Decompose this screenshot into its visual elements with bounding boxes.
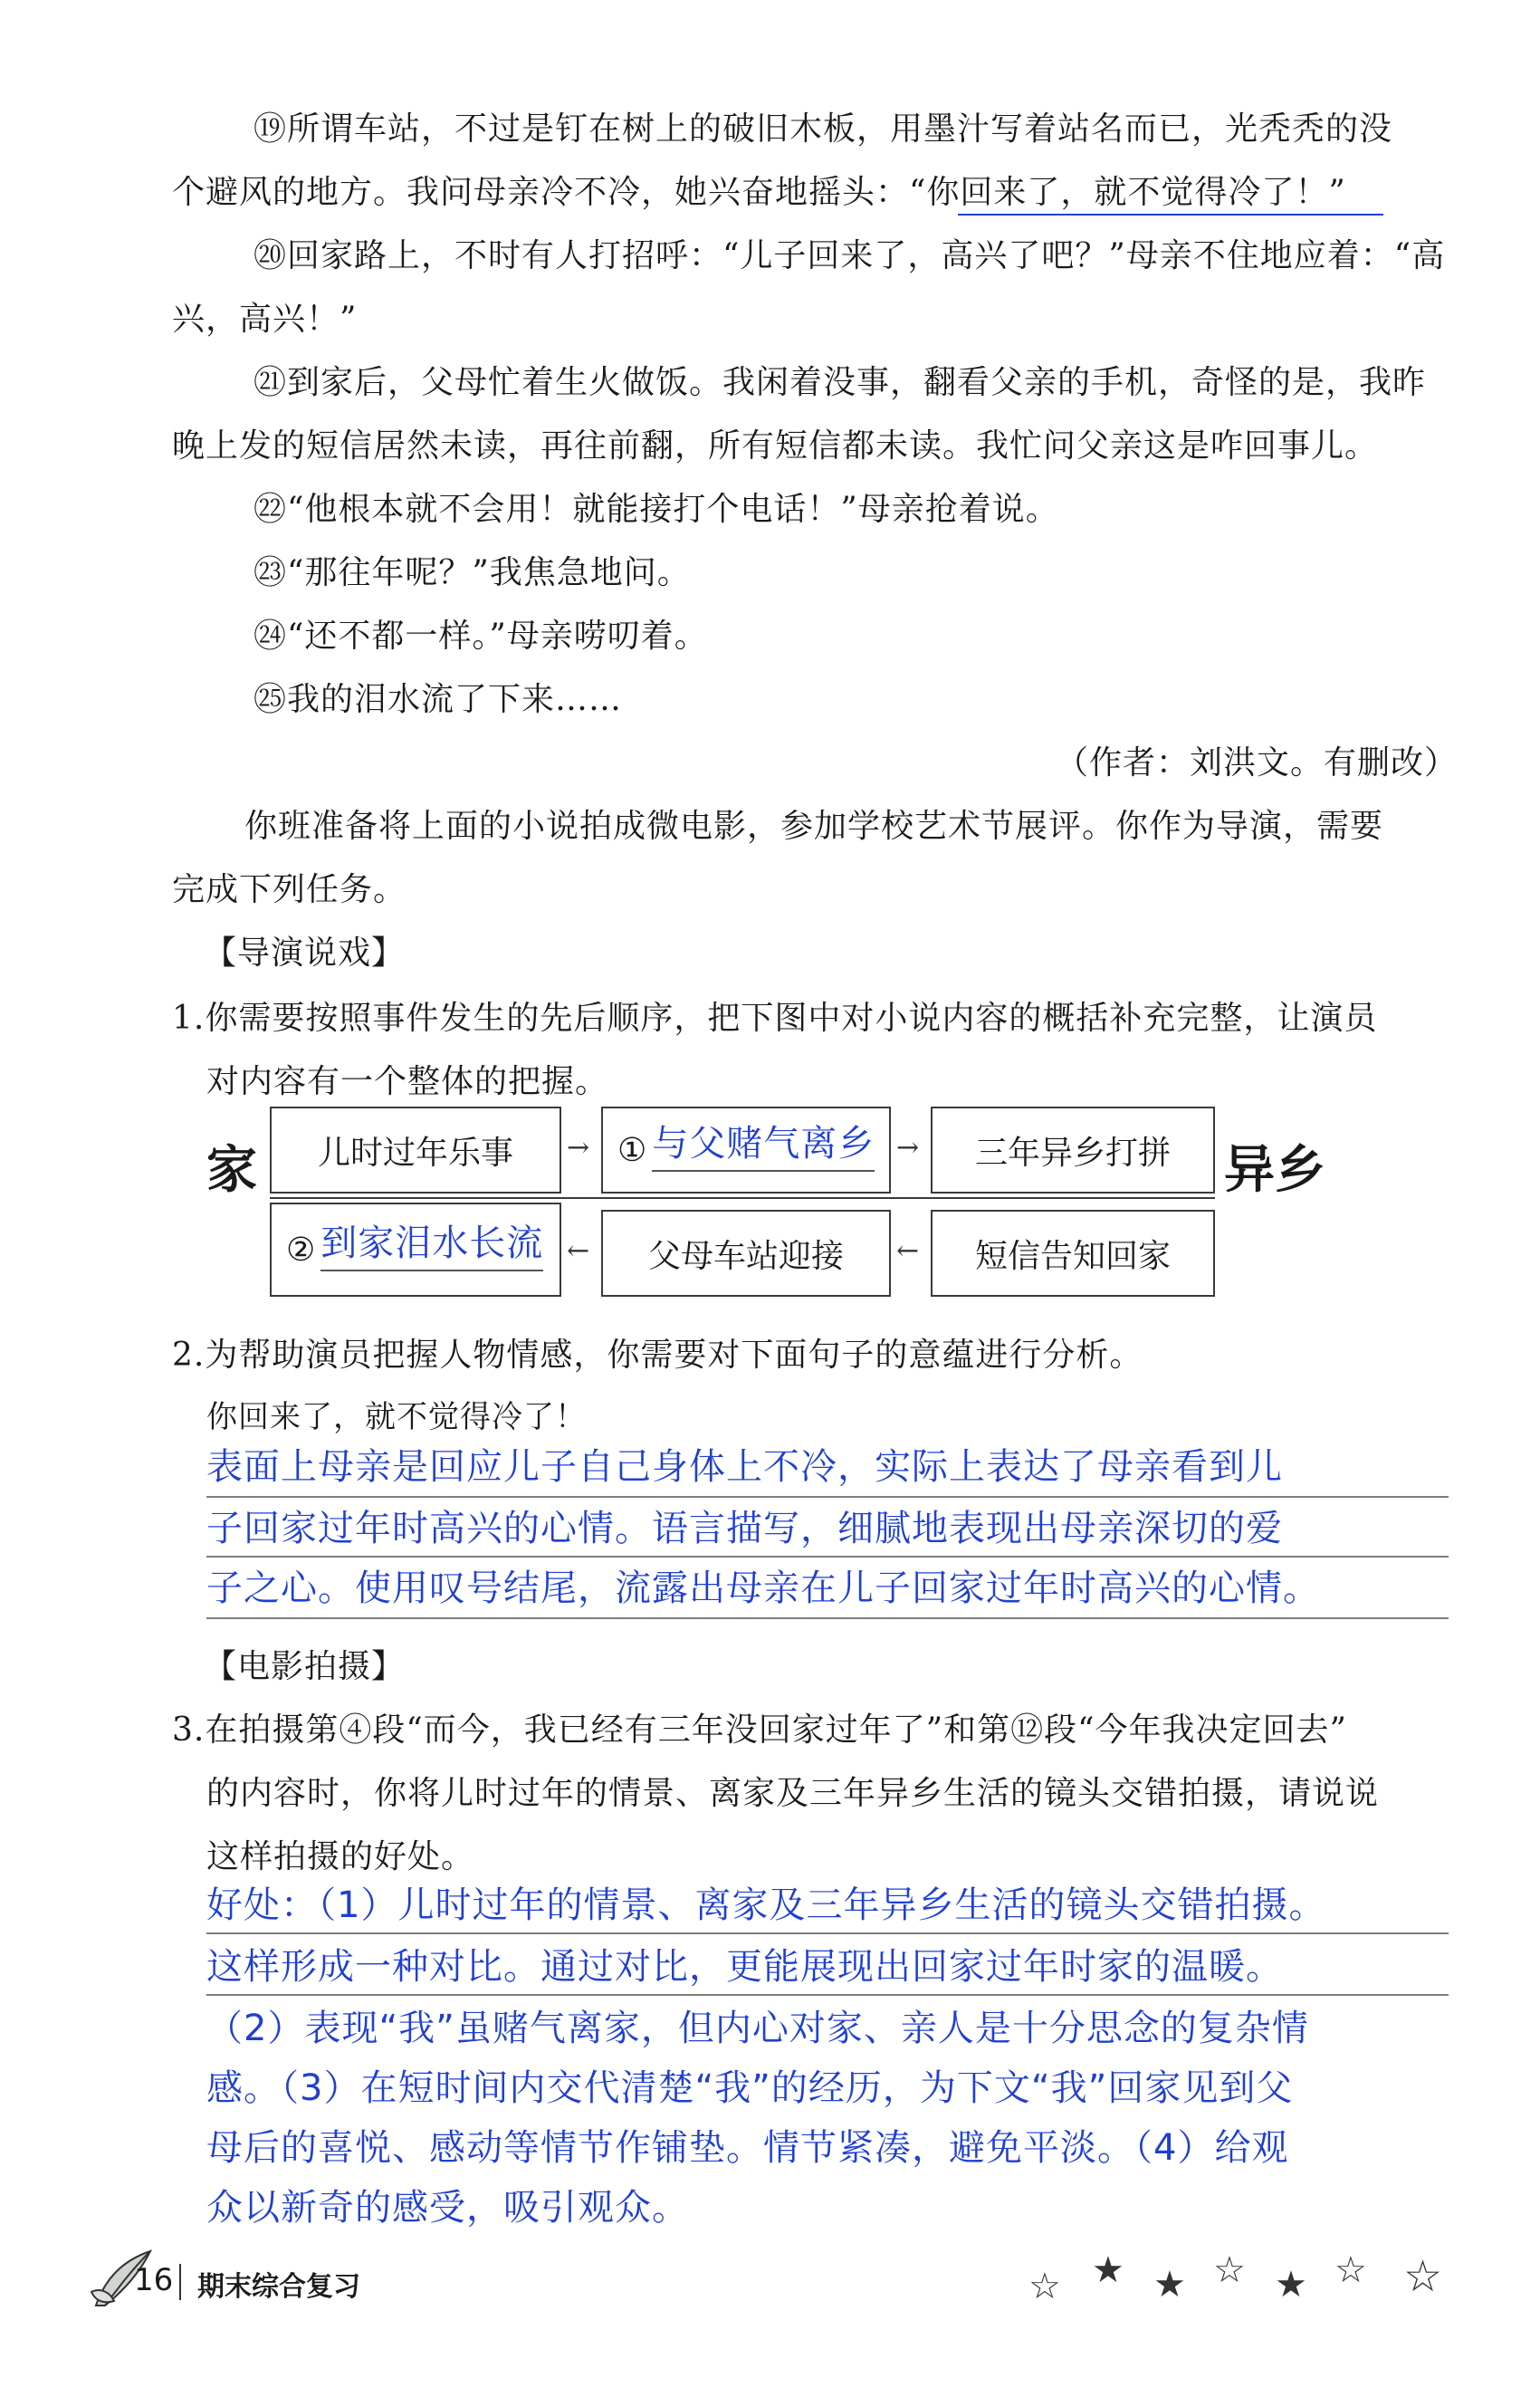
q3-answer-line6: 众以新奇的感受，吸引观众。 <box>206 2187 689 2229</box>
section-title-filming: 【电影拍摄】 <box>204 1648 406 1685</box>
q3-answer-line1: 好处：（1）儿时过年的情景、离家及三年异乡生活的镜头交错拍摄。 <box>206 1884 1326 1926</box>
answer-rule <box>206 1556 1449 1558</box>
star-filled-icon: ★ <box>1153 2264 1186 2306</box>
arrow-left-icon: ← <box>567 1235 590 1267</box>
star-filled-icon: ★ <box>1092 2249 1124 2291</box>
footer-divider <box>179 2264 181 2300</box>
section-title-director: 【导演说戏】 <box>204 935 406 972</box>
answer-1: 与父赌气离乡 <box>652 1115 875 1172</box>
passage-p24: ㉔“还不都一样。”母亲唠叨着。 <box>253 618 708 655</box>
q3-line1: 3.在拍摄第④段“而今，我已经有三年没回家过年了”和第⑫段“今年我决定回去” <box>172 1711 1347 1749</box>
intro-line1: 你班准备将上面的小说拍成微电影，参加学校艺术节展评。你作为导演，需要 <box>244 808 1384 845</box>
passage-p21-line2: 晚上发的短信居然未读，再往前翻，所有短信都未读。我忙问父亲这是咋回事儿。 <box>172 427 1379 465</box>
diagram-box-answer2: ② 到家泪水长流 <box>270 1203 561 1297</box>
arrow-right-icon: → <box>567 1132 590 1164</box>
diagram-home-label: 家 <box>206 1141 257 1200</box>
diagram-foreign-label: 异乡 <box>1224 1141 1325 1200</box>
passage-p25: ㉕我的泪水流了下来…… <box>253 681 623 718</box>
answer-rule <box>206 1994 1449 1996</box>
passage-p22: ㉒“他根本就不会用！就能接打个电话！”母亲抢着说。 <box>253 491 1059 528</box>
q1-line2: 对内容有一个整体的把握。 <box>206 1063 609 1100</box>
answer-2: 到家泪水长流 <box>320 1214 543 1271</box>
passage-p21-line1: ㉑到家后，父母忙着生火做饭。我闲着没事，翻看父亲的手机，奇怪的是，我昨 <box>253 364 1427 401</box>
passage-p20-line1: ⑳回家路上，不时有人打招呼：“儿子回来了，高兴了吧？”母亲不住地应着：“高 <box>253 237 1446 274</box>
q2-line1: 2.为帮助演员把握人物情感，你需要对下面句子的意蕴进行分析。 <box>172 1337 1143 1374</box>
q3-answer-line5: 母后的喜悦、感动等情节作铺垫。情节紧凑，避免平淡。（4）给观 <box>206 2127 1289 2169</box>
passage-p23: ㉓“那往年呢？”我焦急地问。 <box>253 554 691 591</box>
diagram-box-work-away: 三年异乡打拼 <box>931 1107 1215 1194</box>
q2-quote: 你回来了，就不觉得冷了！ <box>206 1399 587 1435</box>
diagram-box-sms: 短信告知回家 <box>931 1210 1215 1297</box>
q3-answer-line2: 这样形成一种对比。通过对比，更能展现出回家过年时家的温暖。 <box>206 1946 1283 1988</box>
star-outline-icon: ☆ <box>1334 2249 1367 2291</box>
diagram-divider <box>270 1197 1215 1199</box>
page-number: 16 <box>134 2262 174 2298</box>
passage-p20-line2: 兴，高兴！” <box>172 301 358 338</box>
arrow-left-icon: ← <box>896 1235 920 1267</box>
q1-line1: 1.你需要按照事件发生的先后顺序，把下图中对小说内容的概括补充完整，让演员 <box>172 1000 1378 1037</box>
star-outline-icon: ☆ <box>1028 2266 1061 2307</box>
attribution: （作者：刘洪文。有删改） <box>1056 744 1459 781</box>
q3-answer-line4: 感。（3）在短时间内交代清楚“我”的经历，为下文“我”回家见到父 <box>206 2067 1294 2109</box>
q2-answer-line3: 子之心。使用叹号结尾，流露出母亲在儿子回家过年时高兴的心情。 <box>206 1568 1320 1609</box>
diagram-box-childhood: 儿时过年乐事 <box>270 1107 561 1194</box>
book-title: 期末综合复习 <box>197 2271 360 2303</box>
q3-line3: 这样拍摄的好处。 <box>206 1838 475 1875</box>
q3-answer-line3: （2）表现“我”虽赌气离家，但内心对家、亲人是十分思念的复杂情 <box>206 2008 1309 2049</box>
q3-line2: 的内容时，你将儿时过年的情景、离家及三年异乡生活的镜头交错拍摄，请说说 <box>206 1775 1380 1812</box>
diagram-box-answer1: ① 与父赌气离乡 <box>601 1107 891 1194</box>
diagram-box-station: 父母车站迎接 <box>601 1210 891 1297</box>
star-outline-icon: ☆ <box>1403 2251 1443 2302</box>
star-filled-icon: ★ <box>1275 2264 1307 2306</box>
star-outline-icon: ☆ <box>1213 2249 1246 2291</box>
answer-rule <box>206 1496 1449 1498</box>
arrow-right-icon: → <box>896 1132 920 1164</box>
intro-line2: 完成下列任务。 <box>172 871 407 908</box>
q2-answer-line1: 表面上母亲是回应儿子自己身体上不冷，实际上表达了母亲看到儿 <box>206 1446 1283 1488</box>
passage-p19-line1: ⑲所谓车站，不过是钉在树上的破旧木板，用墨汁写着站名而已，光秃秃的没 <box>253 110 1393 148</box>
answer-rule <box>206 1932 1449 1934</box>
q2-answer-line2: 子回家过年时高兴的心情。语言描写，细腻地表现出母亲深切的爱 <box>206 1508 1283 1549</box>
answer-rule <box>206 1617 1449 1619</box>
passage-p19-line2: 个避风的地方。我问母亲冷不冷，她兴奋地摇头：“你回来了，就不觉得冷了！” <box>172 174 1346 211</box>
quote-underline <box>958 214 1383 216</box>
